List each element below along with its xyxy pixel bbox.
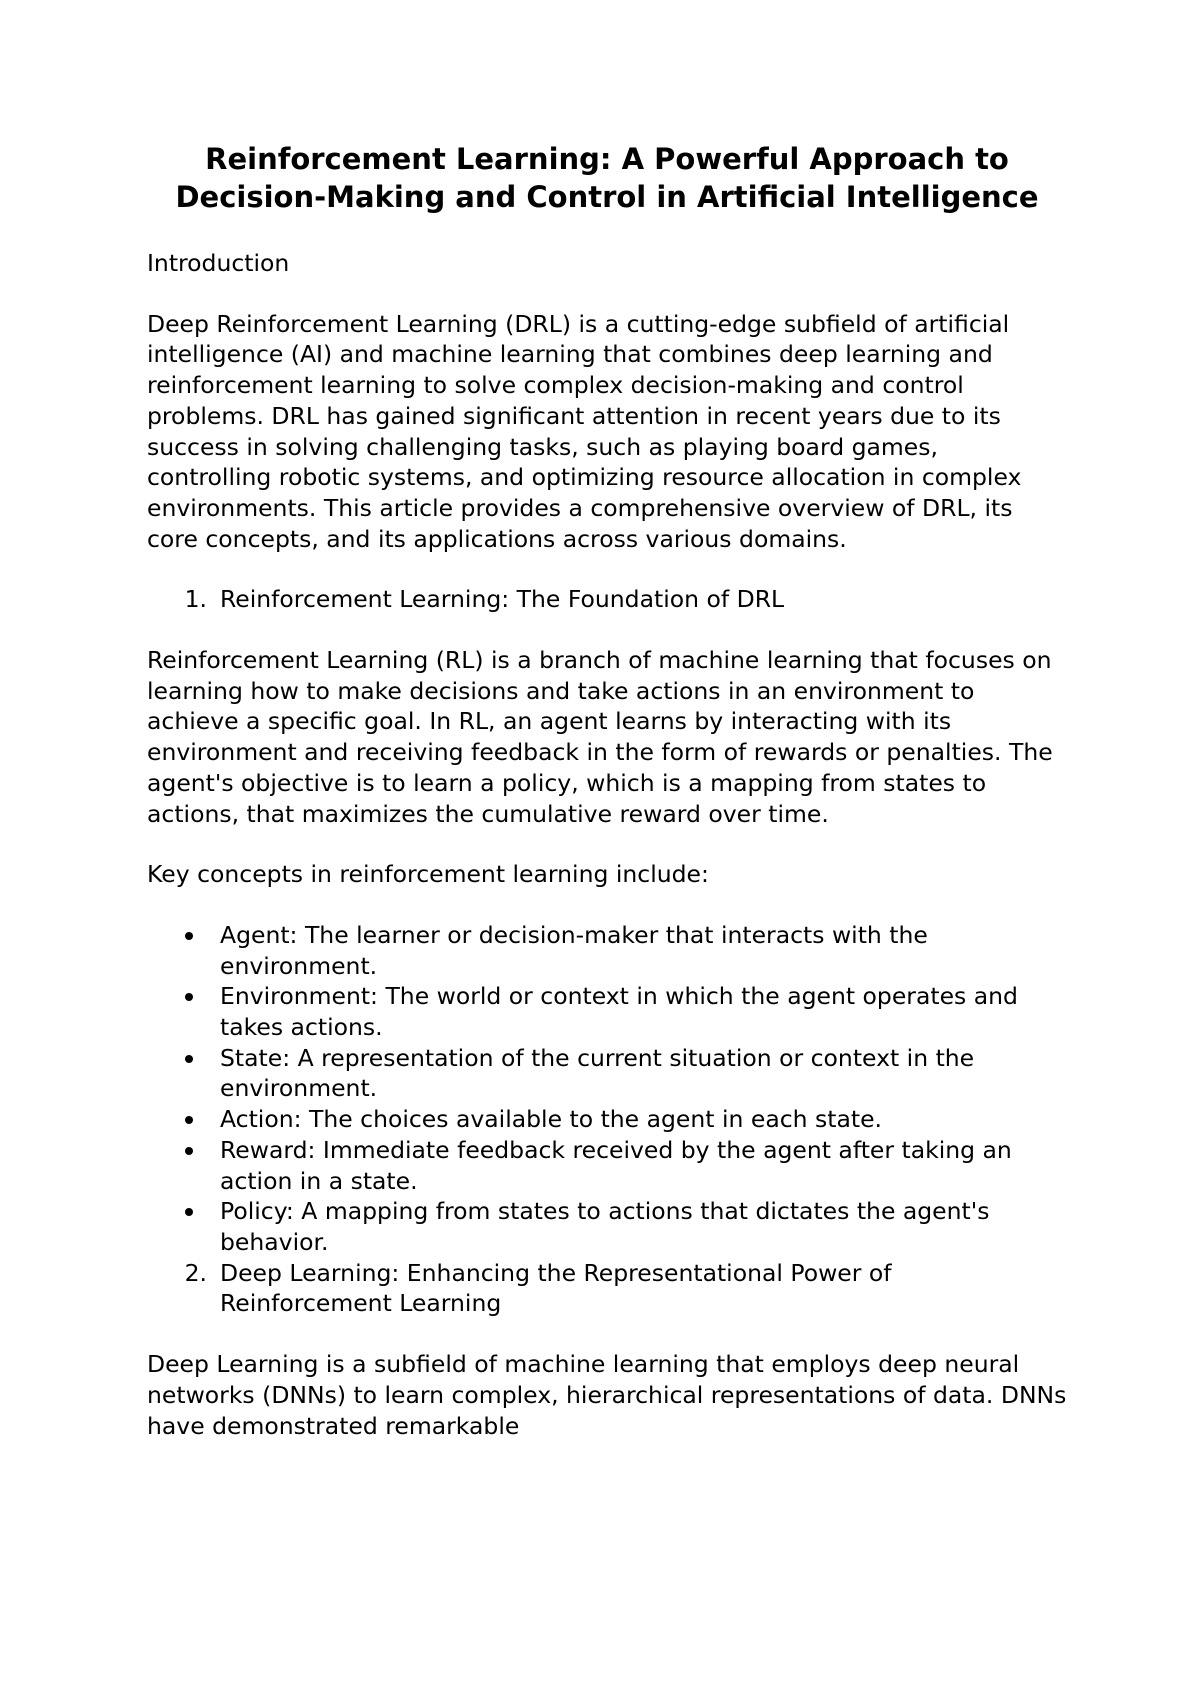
bullet-icon — [185, 993, 193, 1001]
list-item — [147, 1104, 1067, 1135]
bullet-text: Environment: The world or context in which the agent operates and takes actions. — [220, 982, 1018, 1042]
list-item — [147, 981, 1067, 1042]
list-number: 2. — [184, 1258, 207, 1287]
section2-numbered-item — [147, 1258, 1067, 1319]
numbered-list-item — [147, 584, 1067, 615]
section2-paragraph: Deep Learning is a subfield of machine learning that employs deep neural networks (DNNs) to learn complex, hierarchical representations of data. DNNs have demonstrated remarkable — [147, 1350, 1067, 1440]
bullet-icon — [185, 1055, 193, 1063]
list-item — [147, 1135, 1067, 1196]
key-concepts-intro: Key concepts in reinforcement learning include: — [147, 860, 709, 889]
bullet-icon — [185, 1208, 193, 1216]
bullet-text: Action: The choices available to the agent in each state. — [220, 1105, 883, 1134]
bullet-icon — [185, 1147, 193, 1155]
document-page — [147, 140, 1067, 1441]
bullet-icon — [185, 1116, 193, 1124]
bullet-text: Policy: A mapping from states to actions that dictates the agent's behavior. — [220, 1197, 990, 1256]
list-item — [147, 1043, 1067, 1104]
section2-heading: Deep Learning: Enhancing the Representational Power of Reinforcement Learning — [220, 1258, 892, 1318]
bullet-text: Reward: Immediate feedback received by the agent after taking an action in a state. — [220, 1135, 1012, 1195]
section1-numbered-item — [147, 584, 1067, 615]
document-title: Reinforcement Learning: A Powerful Approach to Decision-Making and Control in Artificial Intelligence — [175, 142, 1039, 214]
intro-paragraph: Deep Reinforcement Learning (DRL) is a cutting-edge subfield of artificial intelligence (AI) and machine learning that combines deep learning and reinforcement learning to solve complex decision-making and control problems. DRL has gained significant attention in recent years due to its success in solving challenging tasks, such as playing board games, controlling robotic systems, and optimizing resource allocation in complex environments. This article provides a comprehensive overview of DRL, its core concepts, and its applications across various domains. — [147, 309, 1022, 553]
list-number: 1. — [184, 585, 207, 614]
intro-heading: Introduction — [147, 249, 290, 277]
list-item — [147, 1196, 1067, 1257]
bullet-text: State: A representation of the current situation or context in the environment. — [220, 1043, 975, 1103]
section1-heading: Reinforcement Learning: The Foundation of DRL — [220, 585, 785, 614]
key-concepts-list — [147, 920, 1067, 1258]
list-item — [147, 920, 1067, 981]
bullet-text: Agent: The learner or decision-maker that interacts with the environment. — [220, 920, 928, 980]
section1-paragraph: Reinforcement Learning (RL) is a branch of machine learning that focuses on learning how to make decisions and take actions in an environment to achieve a specific goal. In RL, an agent learns by interacting with its environment and receiving feedback in the form of rewards or penalties. The agent's objective is to learn a policy, which is a mapping from states to actions, that maximizes the cumulative reward over time. — [147, 646, 1053, 828]
bullet-icon — [185, 932, 193, 940]
numbered-list-item — [147, 1258, 1067, 1319]
